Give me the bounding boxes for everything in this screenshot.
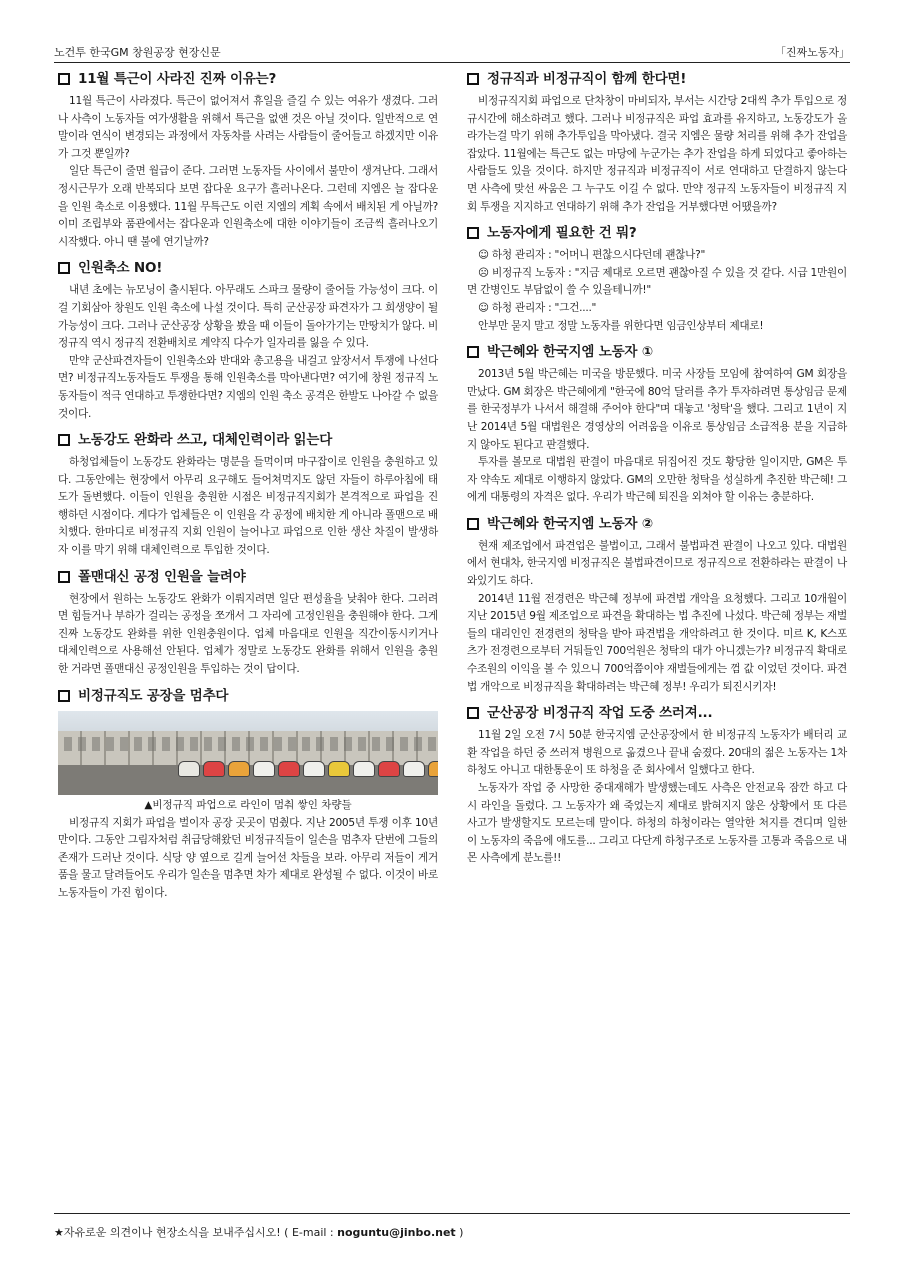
article-november-overtime xyxy=(58,68,438,251)
box-bullet-icon xyxy=(58,262,70,274)
article-paragraph: 비정규직 지회가 파업을 벌이자 공장 곳곳이 멈췄다. 지난 2005년 투쟁 이후 10년만이다. 그동안 그림자처럼 취급당해왔던 비정규직들이 일손을 멈추자 단번에 그들의 존재가 드러난 것이다. 식당 양 옆으로 길게 늘어선 차들을 보라. 아무리 저들이 게거품을 물고 달려들어도 우리가 일손을 멈추면 차가 제대로 완성될 수 없다. 이것이 바로 노동자들이 가진 힘이다. xyxy=(58,816,438,899)
left-column xyxy=(58,68,438,909)
article-title: 노동강도 완화라 쓰고, 대체인력이라 읽는다 xyxy=(78,432,333,449)
newspaper-title: 「진짜노동자」 xyxy=(774,46,850,59)
article-paragraph: 내년 초에는 뉴모닝이 출시된다. 아무래도 스파크 물량이 줄어들 가능성이 크다. 이걸 기회삼아 창원도 인원 축소에 나설 것이다. 특히 군산공장 파견자가 그 희생양이 될 가능성이 크다. 그러나 군산공장 상황을 봤을 때 이들이 돌아가기는 만땅치가 않다. 비정규직 역시 정규직 전환배치로 계약직 다수가 일자리를 잃을 수 있다. xyxy=(58,284,438,350)
box-bullet-icon xyxy=(467,518,479,530)
dialog-line: ☺ 하청 관리자 : "그건...." xyxy=(478,301,597,314)
dialog-line: 안부만 묻지 말고 정말 노동자를 위한다면 임금인상부터 제대로! xyxy=(478,319,764,332)
article-title: 박근혜와 한국지엠 노동자 ② xyxy=(487,515,653,532)
box-bullet-icon xyxy=(467,707,479,719)
footer-rule xyxy=(54,1213,850,1214)
box-bullet-icon xyxy=(467,346,479,358)
box-bullet-icon xyxy=(467,73,479,85)
dialog-line: ☹ 비정규직 노동자 : "지금 제대로 오르면 괜찮아질 수 있을 것 같다. 시급 1만원이면 간병인도 부담없이 쓸 수 있을테니까!" xyxy=(467,266,847,297)
article-paragraph: 11월 2일 오전 7시 50분 한국지엠 군산공장에서 한 비정규직 노동자가 배터리 교환 작업을 하던 중 쓰러져 병원으로 옮겼으나 끝내 숨졌다. 20대의 젊은 노동자는 1차 하청도 아니고 대한통운이 또 하청을 준 회사에서 일했다고 한다. xyxy=(467,729,847,777)
article-title: 폴맨대신 공정 인원을 늘려야 xyxy=(78,568,246,585)
box-bullet-icon xyxy=(58,690,70,702)
article-paragraph: 일단 특근이 줄면 월급이 준다. 그러면 노동자들 사이에서 불만이 생겨난다. 그래서 정시근무가 오래 반복되다 보면 잡다운 요구가 흘러나온다. 그런데 지엠은 늘 잡다운을 인원 축소로 이용했다. 11월 무특근도 이런 지엠의 계획 속에서 배치된 게 아닐까? 이미 조립부와 품관에서는 잡다운과 인원축소에 대한 이야기들이 조금씩 흘러나오기 시작했다. 아니 땐 불에 연기날까? xyxy=(58,165,438,248)
photo-caption: ▲비정규직 파업으로 라인이 멈춰 쌓인 차량들 xyxy=(144,798,352,811)
article-no-reduction xyxy=(58,257,438,423)
dialog-line: ☺ 하청 관리자 : "어머니 편찮으시다던데 괜찮나?" xyxy=(478,249,706,262)
contact-email[interactable]: noguntu@jinbo.net xyxy=(337,1226,456,1239)
article-title: 정규직과 비정규직이 함께 한다면! xyxy=(487,71,687,87)
article-paragraph: 현장에서 원하는 노동강도 완화가 이뤄지려면 일단 편성율을 낮춰야 한다. 그러려면 힘들거나 부하가 걸리는 공정을 쪼개서 그 자리에 고정인원을 충원해야 한다. 그게 진짜 노동강도 완화를 위한 인원충원이다. 업체 마음대로 인원을 직간이동시키거나 대체인력으로 사용해선 안된다. 업체가 정말로 노동강도 완화를 위해서 인원을 충원한 거라면 폴맨대신 공정인원을 투입하는 것이 답이다. xyxy=(58,592,438,676)
header-rule xyxy=(54,62,850,63)
article-title: 노동자에게 필요한 건 뭐? xyxy=(487,225,637,242)
article-what-workers-need xyxy=(467,222,847,335)
article-park-gm-2 xyxy=(467,513,847,696)
article-title: 박근혜와 한국지엠 노동자 ① xyxy=(487,344,653,361)
footer-text: ★자유로운 의견이나 현장소식을 보내주십시오! ( E-mail : xyxy=(54,1226,338,1239)
article-park-gm-1 xyxy=(467,341,847,507)
footer-close: ) xyxy=(455,1226,464,1239)
article-paragraph: 2014년 11월 전경련은 박근혜 정부에 파견법 개악을 요청했다. 그리고 10개월이 지난 2015년 9월 제조업으로 파견을 확대하는 법 추진에 나섰다. 박근혜 정부는 재벌들의 대리인인 전경련의 청탁을 받아 파견법을 개악하려고 한 것이다. 미르 K, K스포츠가 전경련으로부터 거둬들인 700억원은 청탁의 대가 아니겠는가? 비정규직 확대로 수조원의 이익을 볼 수 있으니 700억쯤이야 재벌들에게는 껌 값 이었던 것이다. 파견법 개악으로 비정규직을 확대하려는 박근혜 정부! 우리가 퇴진시키자! xyxy=(467,592,847,693)
article-paragraph: 하청업체들이 노동강도 완화라는 명분을 들먹이며 마구잡이로 인원을 충원하고 있다. 그동안에는 현장에서 아무리 요구해도 들어쳐먹지도 않던 자들이 하루아침에 태도가 돌변했다. 이들이 인원을 충원한 시점은 비정규직지회가 본격적으로 파업을 진행하던 시점이다. 게다가 업체들은 이 인원을 각 공정에 배치한 게 아니라 폴맨으로 배치했다. 한마디로 비정규직 지회 인원이 늘어나고 파업으로 인한 생산 차질이 발생하자 이를 막기 위해 대체인력으로 투입한 것이다. xyxy=(58,456,438,557)
article-title: 비정규직도 공장을 멈추다 xyxy=(78,687,229,704)
article-process-staff xyxy=(58,566,438,679)
article-title: 11월 특근이 사라진 진짜 이유는? xyxy=(78,71,277,87)
box-bullet-icon xyxy=(58,571,70,583)
box-bullet-icon xyxy=(467,227,479,239)
stopped-cars-photo xyxy=(58,711,438,795)
article-solidarity xyxy=(467,68,847,216)
article-paragraph: 만약 군산파견자들이 인원축소와 반대와 총고용을 내걸고 앞장서서 투쟁에 나선다면? 비정규직노동자들도 투쟁을 통해 인원축소를 막아낸다면? 여기에 창원 정규직 노동자들이 적극 연대하고 투쟁한다면? 지엠의 인원 축소 공격은 한발도 나아갈 수 없을 것이다. xyxy=(58,354,438,420)
article-paragraph: 2013년 5월 박근혜는 미국을 방문했다. 미국 사장들 모임에 참여하여 GM 회장을 만났다. GM 회장은 박근혜에게 "한국에 80억 달러를 추가 투자하려면 통상임금 문제를 한국정부가 나서서 해결해 주어야 한다"며 대놓고 '청탁'을 했다. 그리고 1년이 지난 2014년 5월 대법원은 경영상의 어려움을 이유로 통상임금 소급적용 분을 지급하지 않아도 된다고 판결했다. xyxy=(467,368,847,451)
article-paragraph: 비정규직지회 파업으로 단차창이 마비되자, 부서는 시간당 2대씩 추가 투입으로 정규시간에 해소하려고 했다. 그러나 비정규직은 파업 효과를 유지하고, 노동강도가 올라가는걸 막기 위해 추가투입을 막아냈다. 결국 지엠은 물량 처리를 위해 추가 잔업을 잡았다. 11월에는 특근도 없는 마당에 누군가는 추가 잔업을 하게 되었다고 좋아하는 사람들도 있을 것이다. 하지만 정규직과 비정규직이 서로 연대하고 단결하지 않는다면 사측에 맞선 싸움은 그 누구도 이길 수 없다. 만약 정규직 노동자들이 비정규직 지회 투쟁을 지지하고 연대하기 위해 추가 잔업을 거부했다면 어땠을까? xyxy=(467,95,847,213)
article-paragraph: 투자를 볼모로 대법원 판결이 마음대로 뒤집어진 것도 황당한 일이지만, GM은 투자 약속도 제대로 이행하지 않았다. GM의 오만한 청탁을 성실하게 추진한 박근혜! 그에게 대통령의 자격은 없다. 우리가 박근혜 퇴진을 외쳐야 할 이유는 충분하다. xyxy=(467,456,847,504)
article-gunsan-death xyxy=(467,702,847,868)
article-paragraph: 11월 특근이 사라졌다. 특근이 없어져서 휴일을 즐길 수 있는 여유가 생겼다. 그러나 사측이 노동자들 여가생활을 위해서 특근을 없앤 것은 아닐 것이다. 일반적으로 연말이라 연식이 변경되는 과정에서 자동차를 사려는 사람들이 줄어들고 하겠지만 이유가 그것 뿐일까? xyxy=(58,95,438,160)
publication-name: 노건투 한국GM 창원공장 현장신문 xyxy=(54,46,221,59)
article-title: 군산공장 비정규직 작업 도중 쓰러져... xyxy=(487,705,713,722)
article-labor-intensity xyxy=(58,429,438,560)
box-bullet-icon xyxy=(58,73,70,85)
article-title: 인원축소 NO! xyxy=(78,260,163,277)
article-irregular-strike xyxy=(58,685,438,903)
right-column xyxy=(467,68,847,874)
article-paragraph: 노동자가 작업 중 사망한 중대재해가 발생했는데도 사측은 안전교육 잠깐 하고 다시 라인을 돌렸다. 그 노동자가 왜 죽었는지 제대로 밝혀지지 않은 상황에서 또 다른 사고가 발생할지도 모르는데 말이다. 하청의 하청이라는 열악한 처지를 견디며 일한 이 노동자의 죽음에 애도를... 그리고 다단계 하청구조로 노동자를 고통과 죽음으로 내몬 사측에게 분노를!! xyxy=(467,782,847,865)
page-header xyxy=(54,44,850,60)
article-paragraph: 현재 제조업에서 파견업은 불법이고, 그래서 불법파견 판결이 나오고 있다. 대법원에서 현대차, 한국지엠 비정규직은 불법파견이므로 정규직으로 전환하라는 판결이 나와있기도 하다. xyxy=(467,539,847,588)
page-footer xyxy=(54,1224,463,1240)
box-bullet-icon xyxy=(58,434,70,446)
